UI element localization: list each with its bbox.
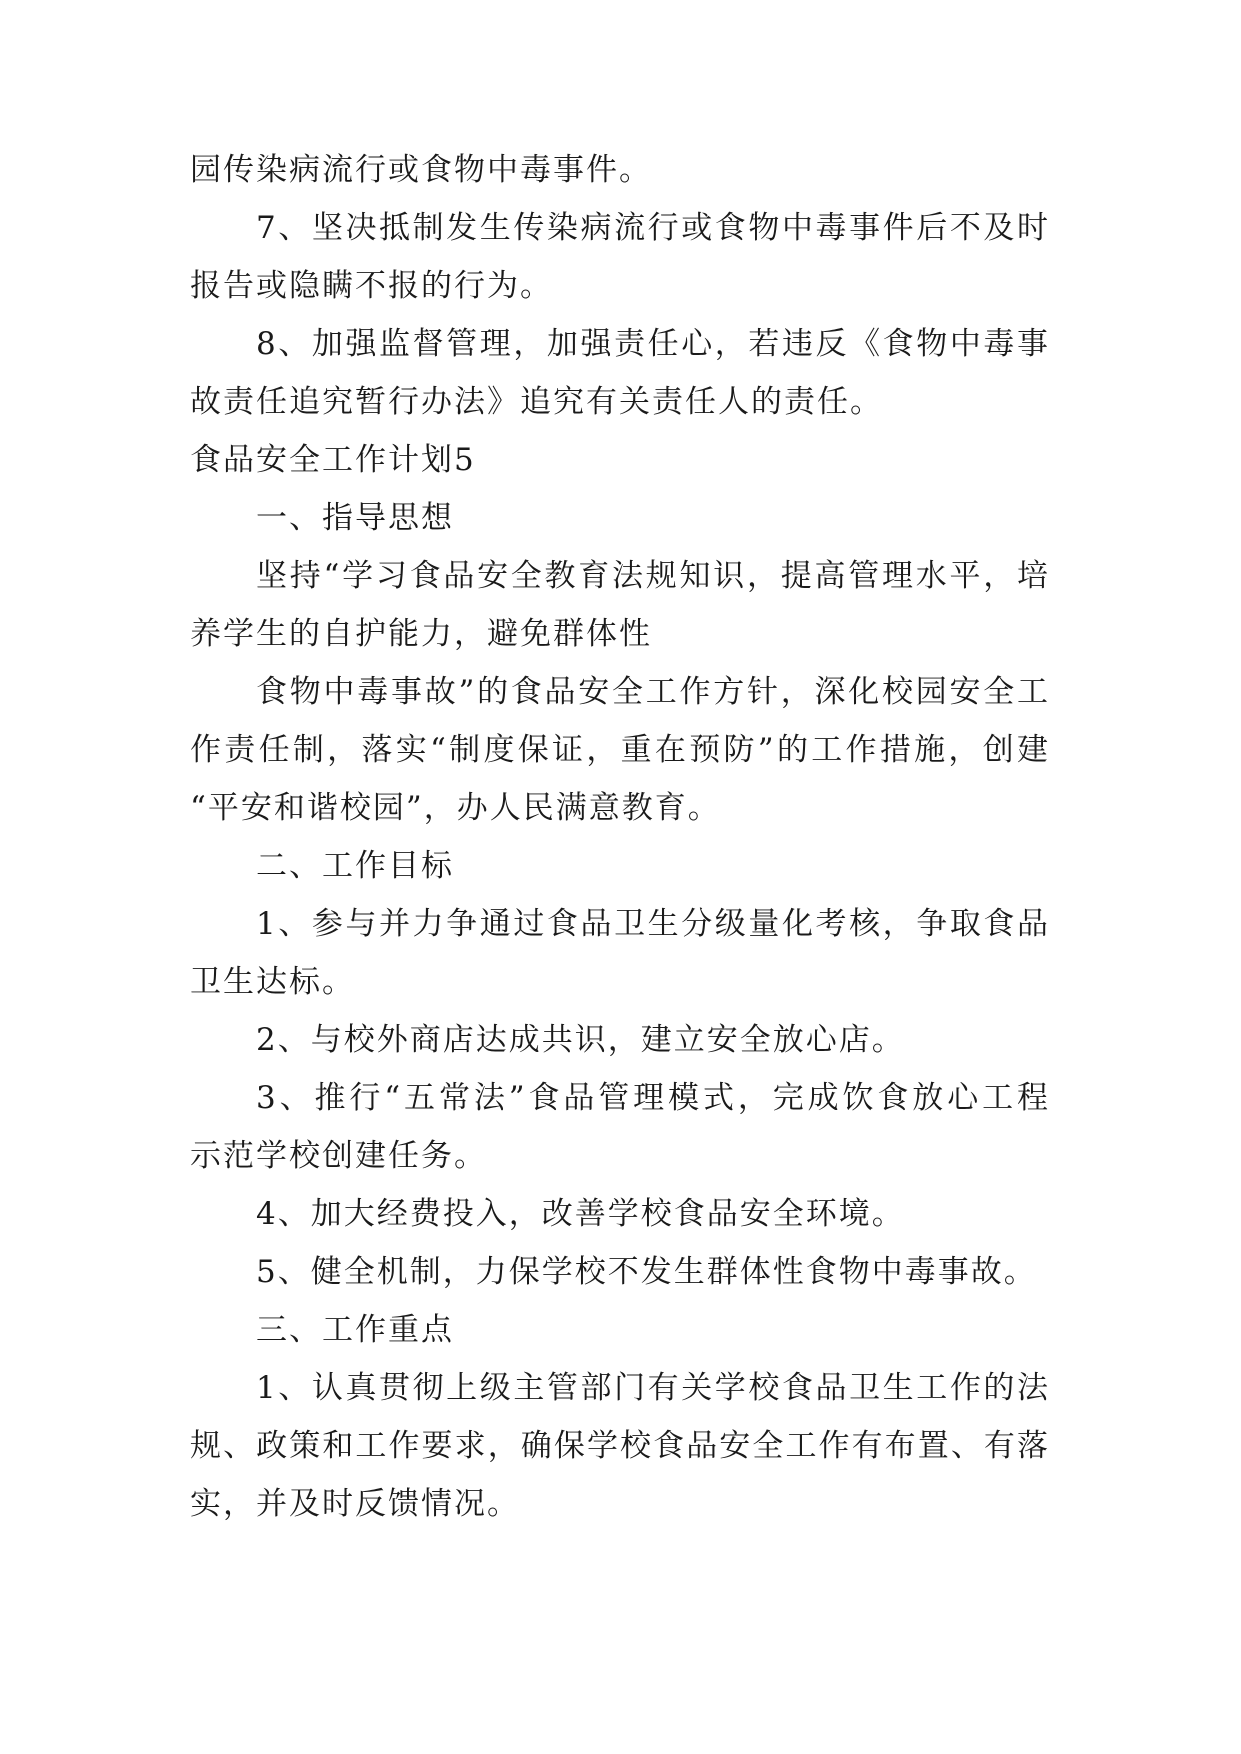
text-line: 坚持“学习食品安全教育法规知识，提高管理水平，培 — [256, 558, 1050, 594]
text-line: 规、政策和工作要求，确保学校食品安全工作有布置、有落 — [190, 1428, 1050, 1464]
text-line: “平安和谐校园”，办人民满意教育。 — [190, 790, 721, 826]
text-line: 园传染病流行或食物中毒事件。 — [190, 152, 652, 188]
text-line: 卫生达标。 — [190, 964, 355, 1000]
text-line: 故责任追究暂行办法》追究有关责任人的责任。 — [190, 384, 883, 420]
text-line: 养学生的自护能力，避免群体性 — [190, 616, 652, 652]
text-line: 2、与校外商店达成共识，建立安全放心店。 — [256, 1022, 905, 1058]
text-line: 食物中毒事故”的食品安全工作方针，深化校园安全工 — [256, 674, 1050, 710]
text-line: 7、坚决抵制发生传染病流行或食物中毒事件后不及时 — [256, 210, 1050, 246]
text-line: 3、推行“五常法”食品管理模式，完成饮食放心工程 — [256, 1080, 1050, 1116]
text-line: 实，并及时反馈情况。 — [190, 1486, 520, 1522]
text-line: 作责任制，落实“制度保证，重在预防”的工作措施，创建 — [190, 732, 1050, 768]
text-line: 1、认真贯彻上级主管部门有关学校食品卫生工作的法 — [256, 1370, 1050, 1406]
text-line: 4、加大经费投入，改善学校食品安全环境。 — [256, 1196, 905, 1232]
section-heading: 二、工作目标 — [256, 848, 454, 884]
text-line: 报告或隐瞒不报的行为。 — [190, 268, 553, 304]
text-line: 5、健全机制，力保学校不发生群体性食物中毒事故。 — [256, 1254, 1037, 1290]
text-line: 示范学校创建任务。 — [190, 1138, 487, 1174]
section-heading: 一、指导思想 — [256, 500, 454, 536]
section-title: 食品安全工作计划5 — [190, 442, 476, 478]
text-line: 8、加强监督管理，加强责任心，若违反《食物中毒事 — [256, 326, 1050, 362]
text-line: 1、参与并力争通过食品卫生分级量化考核，争取食品 — [256, 906, 1050, 942]
section-heading: 三、工作重点 — [256, 1312, 454, 1348]
